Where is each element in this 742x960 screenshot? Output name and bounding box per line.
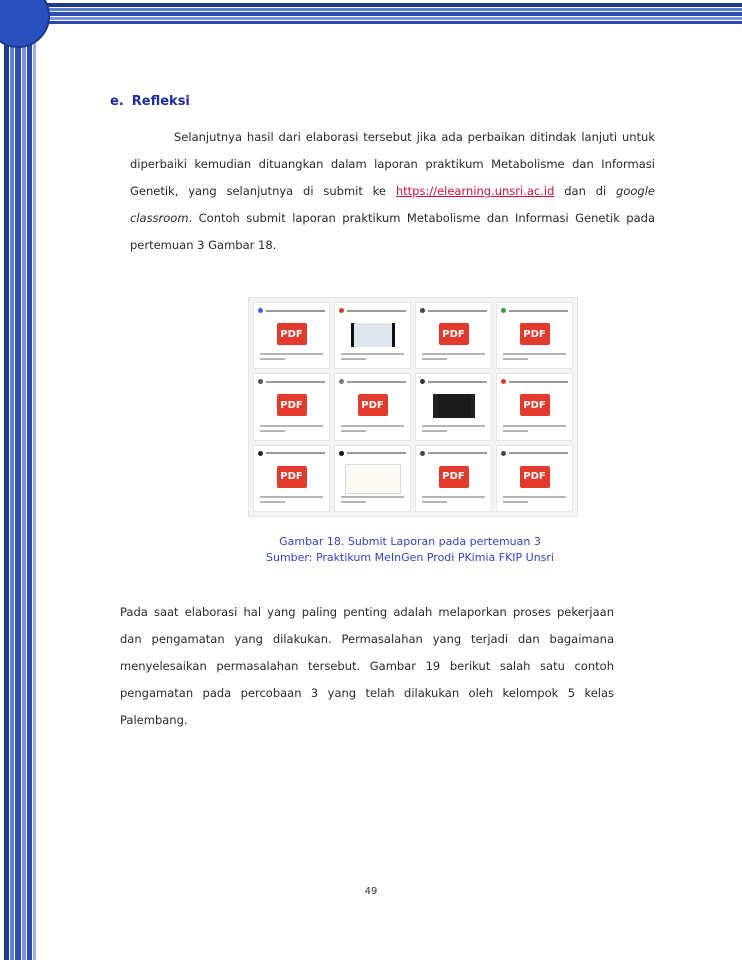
file-tile [415, 302, 492, 369]
page-number: 49 [364, 886, 378, 897]
section-heading [110, 94, 190, 109]
file-tile [415, 445, 492, 512]
image-thumbnail [345, 464, 401, 494]
file-owner-icon [339, 451, 344, 456]
file-tile [334, 445, 411, 512]
file-owner-icon [420, 308, 425, 313]
left-decorative-border [0, 0, 38, 960]
file-owner-icon [339, 308, 344, 313]
top-decorative-border [0, 0, 742, 30]
pdf-icon: PDF [277, 394, 307, 416]
section-letter: e. [110, 94, 124, 109]
file-owner-icon [258, 308, 263, 313]
figure-source: Sumber: Praktikum MeInGen Prodi PKimia FKIP Unsri [266, 551, 554, 564]
section-title: Refleksi [131, 94, 190, 109]
pdf-icon: PDF [520, 323, 550, 345]
image-thumbnail [351, 323, 395, 347]
paragraph-elaboration: Pada saat elaborasi hal yang paling penting adalah melaporkan proses pekerjaan dan pengamatan yang dilakukan. Permasalahan yang terjadi dan bagaimana menyelesaikan permasalahan tersebut. Gambar 19 berikut salah satu contoh pengamatan pada percobaan 3 yang telah dilakukan oleh kelompok 5 kelas Palembang. [120, 605, 614, 727]
paragraph-reflection [130, 124, 655, 259]
pdf-icon: PDF [520, 466, 550, 488]
pdf-icon: PDF [520, 394, 550, 416]
file-tile [496, 445, 573, 512]
file-owner-icon [501, 308, 506, 313]
pdf-icon: PDF [358, 394, 388, 416]
corner-circle-ornament [0, 0, 50, 48]
file-owner-icon [339, 379, 344, 384]
file-owner-icon [501, 379, 506, 384]
file-owner-icon [420, 451, 425, 456]
file-tile [253, 445, 330, 512]
file-tile [253, 302, 330, 369]
pdf-icon: PDF [439, 466, 469, 488]
file-tile [496, 373, 573, 440]
elearning-link[interactable]: https://elearning.unsri.ac.id [395, 184, 555, 198]
image-thumbnail [433, 394, 475, 418]
file-owner-icon [258, 379, 263, 384]
figure-caption: Gambar 18. Submit Laporan pada pertemuan 3 [279, 535, 541, 548]
file-owner-icon [420, 379, 425, 384]
file-tile [496, 302, 573, 369]
file-owner-icon [258, 451, 263, 456]
file-tile [334, 302, 411, 369]
file-tile [253, 373, 330, 440]
pdf-icon: PDF [439, 323, 469, 345]
submission-screenshot-figure [248, 297, 578, 517]
pdf-icon: PDF [277, 323, 307, 345]
paragraph-text: dan di [554, 184, 617, 198]
file-owner-icon [501, 451, 506, 456]
pdf-icon: PDF [277, 466, 307, 488]
paragraph-text: Selanjutnya hasil dari elaborasi tersebut jika ada perbaikan ditindak lanjuti untuk diperbaiki kemudian dituangkan dalam laporan praktikum Metabolisme dan Informasi Genetik, yang selanjutnya di submit ke [130, 130, 655, 198]
file-tile [334, 373, 411, 440]
paragraph-text: . Contoh submit laporan praktikum Metabolisme dan Informasi Genetik pada pertemuan 3 Gambar 18. [130, 211, 655, 252]
google-classroom-text: google classroom [130, 184, 655, 225]
file-tile [415, 373, 492, 440]
